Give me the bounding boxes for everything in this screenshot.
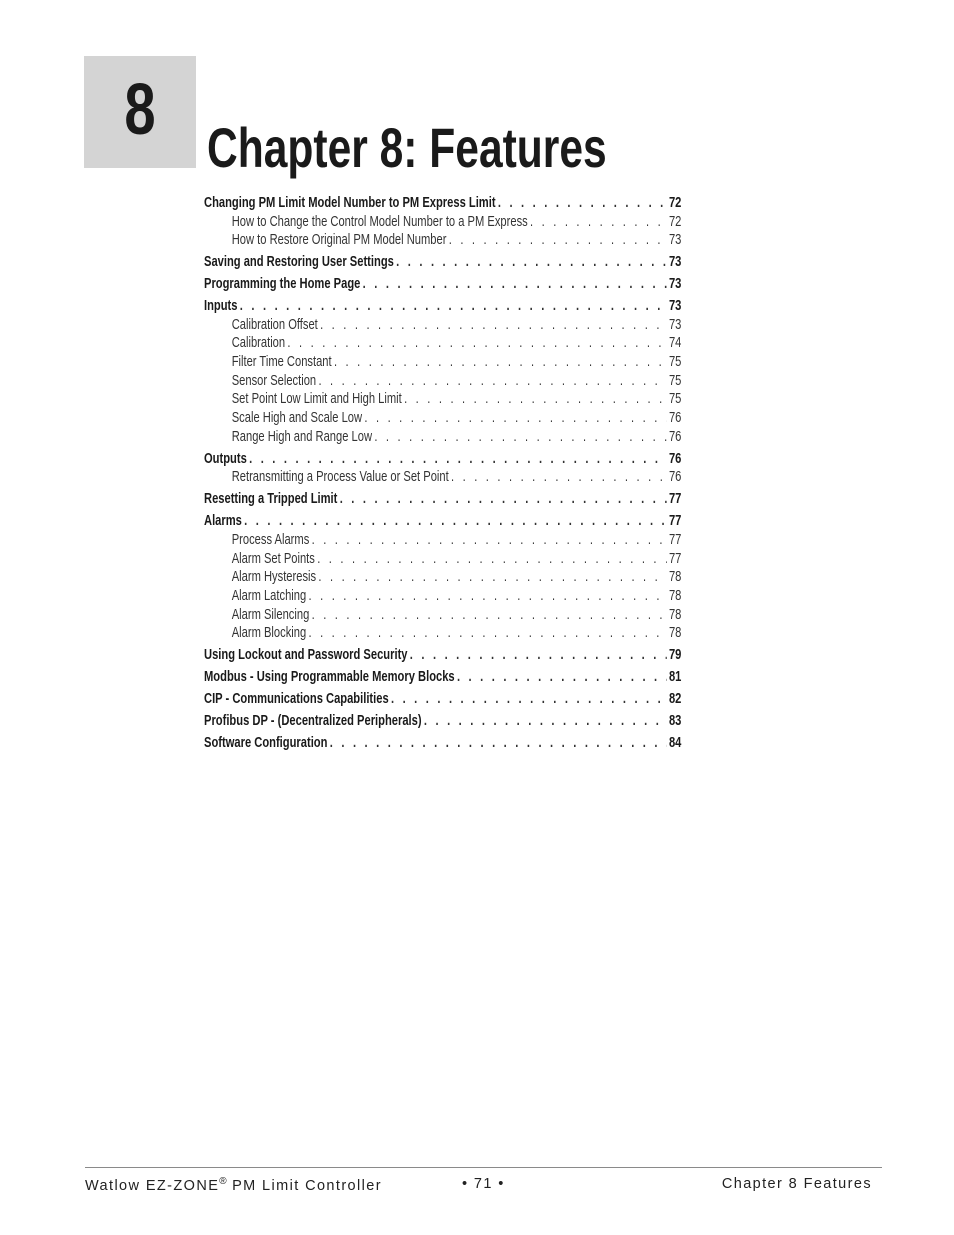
toc-subsection-entry[interactable]: [204, 428, 682, 447]
toc-entry-page: 78: [668, 625, 682, 642]
toc-entry-page: 75: [668, 354, 682, 371]
toc-entry-page: 77: [668, 531, 682, 548]
toc-dot-leader: [244, 512, 666, 531]
toc-subsection-entry[interactable]: [204, 409, 682, 428]
toc-subsection-entry[interactable]: [204, 316, 682, 335]
toc-dot-leader: [410, 646, 667, 665]
toc-entry-title: Programming the Home Page: [204, 276, 361, 293]
chapter-number: 8: [124, 70, 156, 150]
toc-dot-leader: [334, 353, 667, 372]
toc-entry-page: 72: [668, 213, 682, 230]
toc-dot-leader: [312, 531, 667, 550]
toc-entry-title: Using Lockout and Password Security: [204, 647, 408, 664]
toc-section-entry[interactable]: [204, 734, 682, 753]
toc-entry-title: Alarm Silencing: [231, 606, 310, 623]
toc-dot-leader: [498, 194, 667, 213]
toc-entry-title: Modbus - Using Programmable Memory Blocks: [204, 669, 455, 685]
toc-entry-title: Inputs: [204, 298, 238, 314]
toc-entry-title: Filter Time Constant: [231, 354, 332, 371]
toc-section-entry[interactable]: [204, 450, 682, 469]
footer-divider: [85, 1167, 882, 1168]
toc-entry-page: 77: [668, 550, 682, 567]
toc-subsection-entry[interactable]: [204, 624, 682, 643]
toc-entry-title: Calibration: [231, 335, 286, 352]
toc-entry-title: Changing PM Limit Model Number to PM Express Limit: [204, 195, 496, 211]
toc-entry-page: 78: [668, 587, 682, 604]
toc-entry-title: Scale High and Scale Low: [231, 410, 363, 427]
toc-entry-page: 81: [668, 669, 682, 685]
toc-subsection-entry[interactable]: [204, 568, 682, 587]
toc-section-entry[interactable]: [204, 297, 682, 316]
toc-dot-leader: [240, 297, 667, 316]
toc-entry-title: How to Change the Control Model Number to a PM Express: [231, 213, 528, 230]
toc-dot-leader: [364, 409, 666, 428]
toc-entry-page: 73: [668, 316, 682, 333]
toc-entry-title: Profibus DP - (Decentralized Peripherals): [204, 712, 422, 729]
toc-entry-title: Outputs: [204, 450, 247, 467]
toc-dot-leader: [457, 668, 667, 687]
toc-entry-page: 76: [668, 469, 682, 486]
toc-subsection-entry[interactable]: [204, 334, 682, 353]
toc-entry-title: Saving and Restoring User Settings: [204, 254, 394, 271]
toc-entry-title: Alarm Set Points: [231, 550, 315, 567]
toc-dot-leader: [330, 734, 667, 753]
toc-entry-page: 72: [668, 195, 682, 211]
chapter-title: Chapter 8: Features: [207, 116, 607, 179]
registered-mark: ®: [219, 1176, 227, 1187]
toc-dot-leader: [249, 450, 667, 469]
footer-product-brand: Watlow EZ-ZONE: [85, 1178, 220, 1194]
toc-dot-leader: [451, 468, 667, 487]
toc-entry-page: 73: [668, 298, 682, 314]
toc-entry-title: How to Restore Original PM Model Number: [231, 232, 447, 249]
toc-dot-leader: [391, 690, 667, 709]
footer-chapter-name: Chapter 8 Features: [721, 1176, 872, 1192]
toc-subsection-entry[interactable]: [204, 606, 682, 625]
toc-entry-title: Software Configuration: [204, 734, 328, 751]
toc-dot-leader: [312, 606, 667, 625]
chapter-number-box: [84, 56, 196, 168]
toc-entry-page: 76: [668, 428, 682, 445]
toc-entry-title: Alarm Blocking: [231, 625, 307, 642]
toc-entry-page: 84: [668, 734, 682, 751]
footer-product-name: [85, 1176, 382, 1194]
toc-dot-leader: [340, 490, 667, 509]
toc-subsection-entry[interactable]: [204, 468, 682, 487]
toc-dot-leader: [318, 372, 666, 391]
toc-entry-page: 83: [668, 712, 682, 729]
toc-dot-leader: [404, 390, 667, 409]
toc-section-entry[interactable]: [204, 194, 682, 213]
toc-section-entry[interactable]: [204, 668, 682, 687]
footer-product-model: PM Limit Controller: [226, 1178, 382, 1194]
toc-section-entry[interactable]: [204, 490, 682, 509]
toc-section-entry[interactable]: [204, 275, 682, 294]
toc-entry-page: 73: [668, 254, 682, 271]
toc-section-entry[interactable]: [204, 646, 682, 665]
toc-section-entry[interactable]: [204, 512, 682, 531]
toc-entry-title: Retransmitting a Process Value or Set Point: [231, 469, 449, 486]
toc-subsection-entry[interactable]: [204, 372, 682, 391]
toc-entry-title: Range High and Range Low: [231, 428, 373, 445]
toc-entry-page: 75: [668, 372, 682, 389]
toc-dot-leader: [287, 334, 666, 353]
footer-page-number: • 71 •: [462, 1176, 505, 1192]
toc-dot-leader: [530, 213, 667, 232]
toc-entry-page: 76: [668, 410, 682, 427]
toc-dot-leader: [449, 231, 667, 250]
toc-subsection-entry[interactable]: [204, 231, 682, 250]
toc-entry-title: Alarm Hysteresis: [231, 569, 317, 586]
toc-entry-page: 79: [668, 647, 682, 664]
toc-entry-title: Sensor Selection: [231, 372, 317, 389]
toc-subsection-entry[interactable]: [204, 550, 682, 569]
toc-entry-page: 78: [668, 606, 682, 623]
toc-entry-title: CIP - Communications Capabilities: [204, 690, 389, 707]
toc-entry-title: Set Point Low Limit and High Limit: [231, 391, 402, 408]
toc-entry-title: Process Alarms: [231, 531, 310, 548]
toc-subsection-entry[interactable]: [204, 587, 682, 606]
toc-entry-title: Alarm Latching: [231, 587, 307, 604]
toc-subsection-entry[interactable]: [204, 353, 682, 372]
toc-subsection-entry[interactable]: [204, 213, 682, 232]
toc-entry-title: Calibration Offset: [231, 316, 318, 333]
toc-entry-page: 77: [668, 491, 682, 508]
toc-dot-leader: [374, 428, 666, 447]
toc-entry-page: 77: [668, 513, 682, 530]
toc-section-entry[interactable]: [204, 253, 682, 272]
toc-dot-leader: [363, 275, 667, 294]
toc-dot-leader: [309, 587, 667, 606]
toc-entry-page: 78: [668, 569, 682, 586]
toc-dot-leader: [308, 624, 666, 643]
toc-entry-page: 76: [668, 450, 682, 467]
toc-dot-leader: [396, 253, 666, 272]
toc-entry-page: 82: [668, 690, 682, 707]
toc-entry-page: 73: [668, 276, 682, 293]
toc-dot-leader: [424, 712, 667, 731]
toc-entry-page: 75: [668, 391, 682, 408]
toc-dot-leader: [317, 550, 666, 569]
toc-entry-title: Alarms: [204, 513, 242, 530]
toc-entry-title: Resetting a Tripped Limit: [204, 491, 338, 508]
toc-dot-leader: [318, 568, 666, 587]
toc-subsection-entry[interactable]: [204, 390, 682, 409]
toc-entry-page: 73: [668, 232, 682, 249]
table-of-contents: [204, 194, 682, 752]
toc-entry-page: 74: [668, 335, 682, 352]
toc-subsection-entry[interactable]: [204, 531, 682, 550]
toc-section-entry[interactable]: [204, 712, 682, 731]
toc-dot-leader: [320, 316, 667, 335]
toc-section-entry[interactable]: [204, 690, 682, 709]
